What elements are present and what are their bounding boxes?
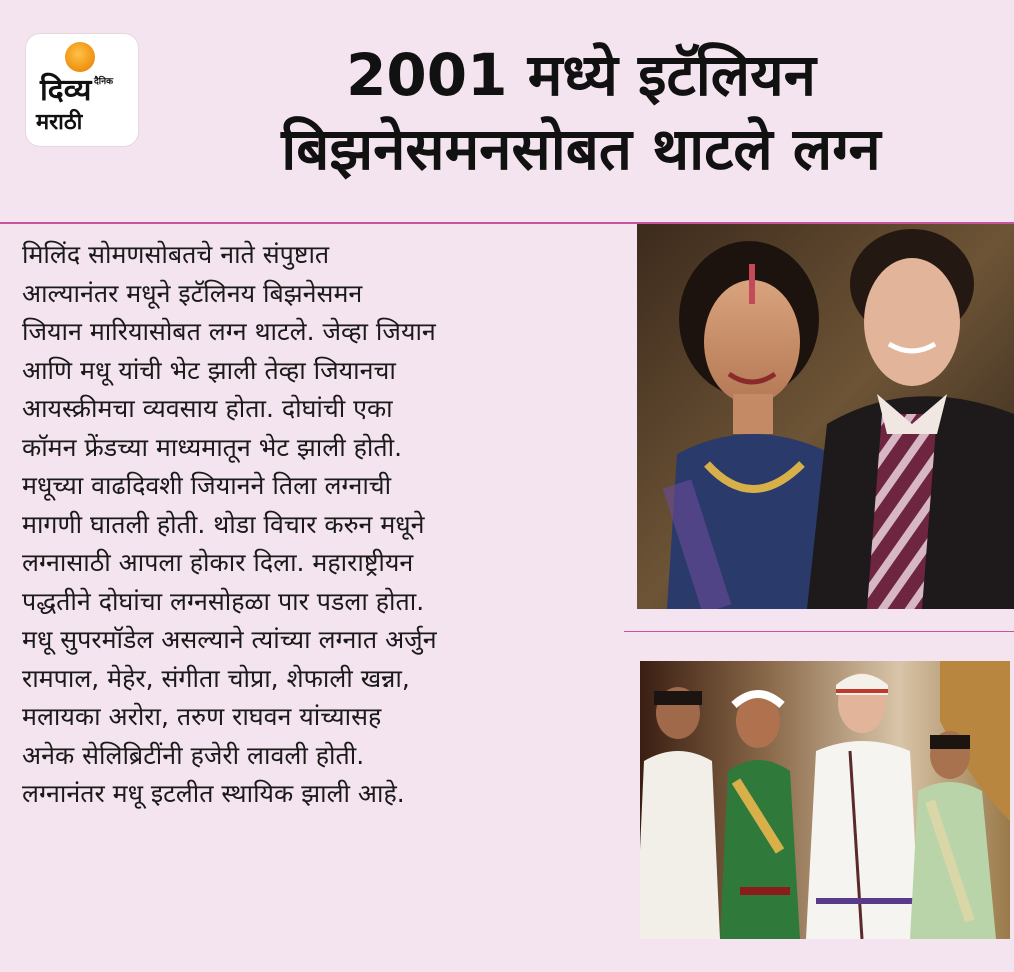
article-line: मधू सुपरमॉडेल असल्याने त्यांच्या लग्नात अर्जुन (22, 625, 437, 654)
article-line: मधूच्या वाढदिवशी जियानने तिला लग्नाची (22, 471, 392, 500)
article-line: अनेक सेलिब्रिटींनी हजेरी लावली होती. (22, 740, 365, 770)
headline (156, 38, 1006, 186)
article-line: मिलिंद सोमणसोबतचे नाते संपुष्टात (22, 240, 330, 269)
divya-marathi-logo (26, 34, 138, 146)
article-line: आल्यानंतर मधूने इटॅलिनय बिझनेसमन (22, 278, 363, 308)
couple-photo (637, 224, 1014, 609)
sun-icon (65, 42, 95, 72)
article-line: पद्धतीने दोघांचा लग्नसोहळा पार पडला होता. (22, 586, 425, 616)
headline-line2: बिझनेसमनसोबत थाटले लग्न (281, 115, 881, 183)
logo-line2: मराठी (36, 110, 83, 135)
article-line: लग्नानंतर मधू इटलीत स्थायिक झाली आहे. (22, 779, 405, 808)
article-body (22, 236, 620, 814)
photo-divider (624, 631, 1014, 632)
article-line: लग्नासाठी आपला होकार दिला. महाराष्ट्रीयन (22, 548, 414, 577)
article-line: आणि मधू यांची भेट झाली तेव्हा जियानचा (22, 355, 396, 385)
article-line: रामपाल, मेहेर, संगीता चोप्रा, शेफाली खन्ना, (22, 663, 410, 693)
article-line: मलायका अरोरा, तरुण राघवन यांच्यासह (22, 702, 382, 731)
article-line: जियान मारियासोबत लग्न थाटले. जेव्हा जियान (22, 317, 436, 346)
article-line: कॉमन फ्रेंडच्या माध्यमातून भेट झाली होती. (22, 432, 403, 462)
article-line: मागणी घातली होती. थोडा विचार करुन मधूने (22, 509, 425, 539)
article-line: आयस्क्रीमचा व्यवसाय होता. दोघांची एका (22, 394, 393, 423)
headline-line1: 2001 मध्ये इटॅलियन (346, 41, 816, 109)
wedding-group-photo (640, 661, 1010, 939)
logo-line1: दिव्य (40, 73, 92, 108)
logo-small-text: दैनिक (94, 77, 114, 87)
